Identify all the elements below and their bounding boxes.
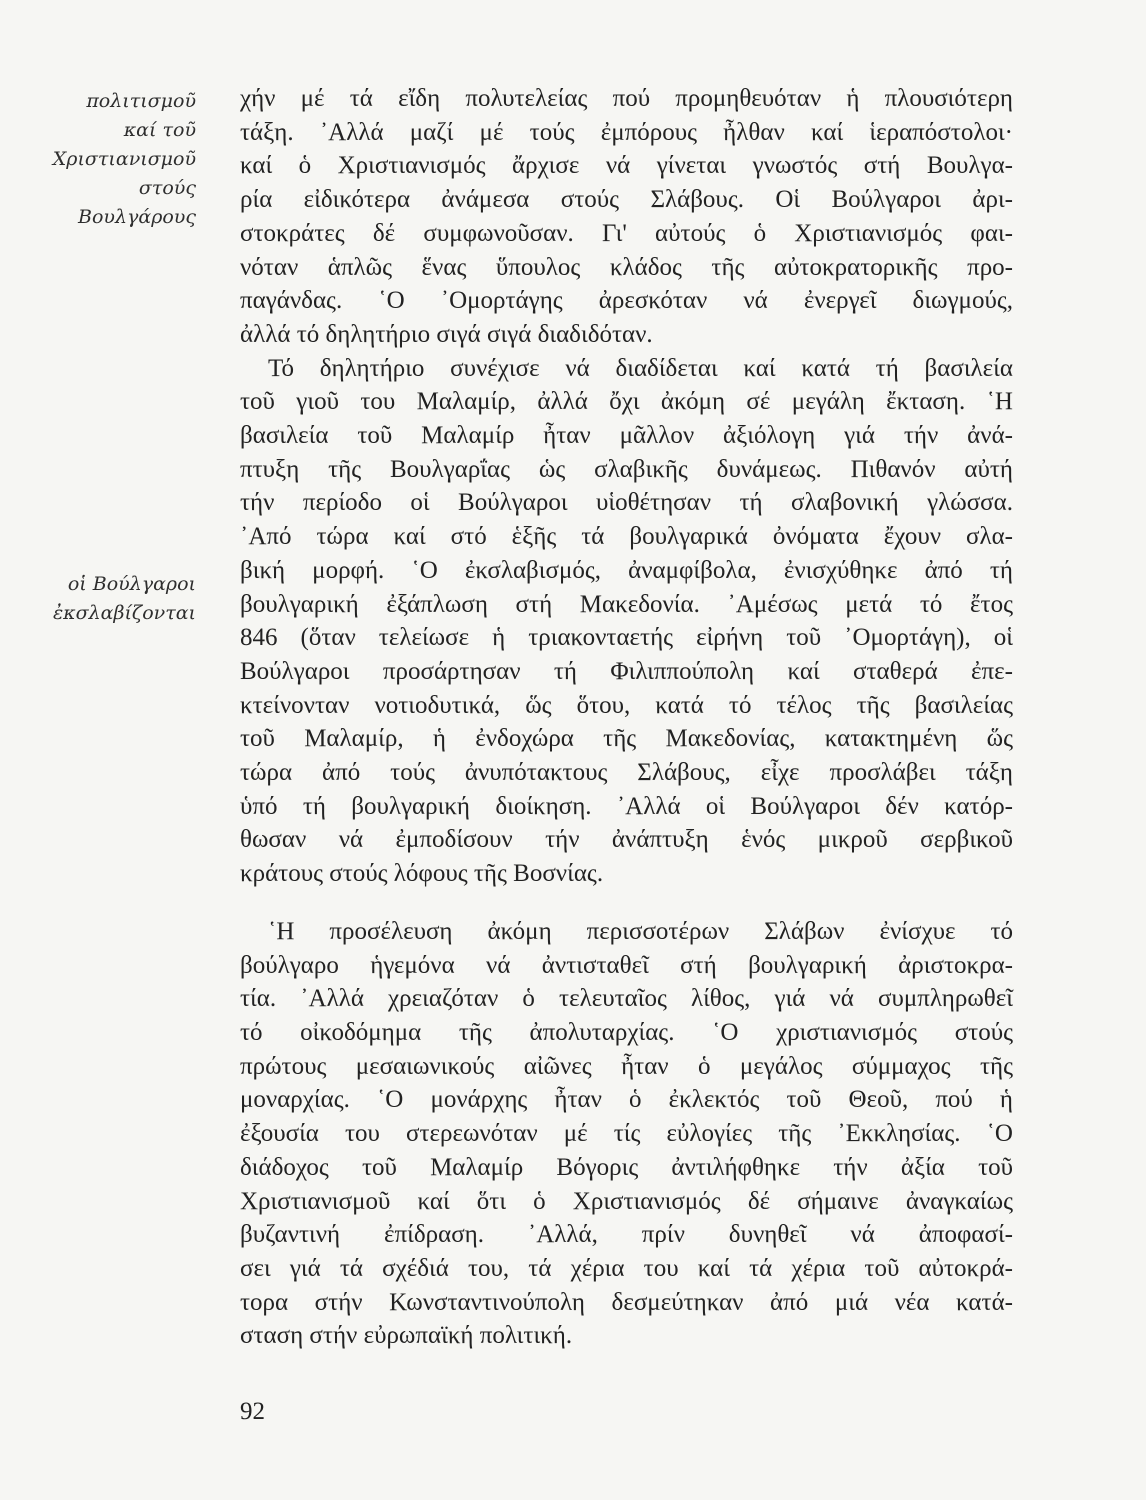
text-line: τοῦ γιοῦ του Μαλαμίρ, ἀλλά ὄχι ἀκόμη σέ μεγάλη ἔκταση. ῾Η	[240, 388, 1013, 416]
text-line: τία. ᾿Αλλά χρειαζόταν ὁ τελευταῖος λίθος, γιά νά συμπληρωθεῖ	[240, 985, 1013, 1013]
body-text	[240, 82, 1013, 1353]
text-line: ἀλλά τό δηλητήριο σιγά σιγά διαδιδόταν.	[240, 320, 653, 348]
text-line: βική μορφή. ῾Ο ἐκσλαβισμός, ἀναμφίβολα, ἐνισχύθηκε ἀπό τή	[240, 556, 1013, 584]
text-line: Χριστιανισμοῦ καί ὅτι ὁ Χριστιανισμός δέ σήμαινε ἀναγκαίως	[240, 1187, 1013, 1215]
text-line: κτείνονταν νοτιοδυτικά, ὥς ὅτου, κατά τό τέλος τῆς βασιλείας	[240, 691, 1013, 719]
text-line: Τό δηλητήριο συνέχισε νά διαδίδεται καί κατά τή βασιλεία	[268, 354, 1013, 382]
text-line: Βούλγαροι προσάρτησαν τή Φιλιππούπολη καί σταθερά ἐπε-	[240, 657, 1013, 685]
text-line: ῾Η προσέλευση ἀκόμη περισσοτέρων Σλάβων ἐνίσχυε τό	[268, 917, 1013, 945]
text-line: τάξη. ᾿Αλλά μαζί μέ τούς ἐμπόρους ἦλθαν καί ἱεραπόστολοι·	[240, 118, 1013, 146]
paragraph	[240, 82, 1013, 352]
margin-note-line: καί τοῦ	[123, 119, 196, 141]
margin-note-line: Χριστιανισμοῦ	[52, 148, 196, 170]
text-line: πτυξη τῆς Βουλγαρΐας ὡς σλαβικῆς δυνάμεως. Πιθανόν αὐτή	[240, 455, 1013, 483]
margin-note-line: ἐκσλαβίζονται	[52, 602, 196, 624]
margin-note-line: Βουλγάρους	[78, 206, 196, 228]
text-line: παγάνδας. ῾Ο ᾿Ομορτάγης ἀρεσκόταν νά ἐνεργεῖ διωγμούς,	[240, 287, 1013, 315]
text-line: στοκράτες δέ συμφωνοῦσαν. Γι' αὐτούς ὁ Χριστιανισμός φαι-	[240, 219, 1013, 247]
text-line: θωσαν νά ἐμποδίσουν τήν ἀνάπτυξη ἑνός μικροῦ σερβικοῦ	[240, 826, 1013, 854]
text-line: πρώτους μεσαιωνικούς αἰῶνες ἦταν ὁ μεγάλος σύμμαχος τῆς	[240, 1052, 1013, 1080]
text-line: τορα στήν Κωνσταντινούπολη δεσμεύτηκαν ἀπό μιά νέα κατά-	[240, 1288, 1013, 1316]
text-line: νόταν ἁπλῶς ἕνας ὕπουλος κλάδος τῆς αὐτοκρατορικῆς προ-	[240, 253, 1013, 281]
text-line: τώρα ἀπό τούς ἀνυπότακτους Σλάβους, εἶχε προσλάβει τάξη	[240, 759, 1013, 787]
text-line: σταση στήν εὐρωπαϊκή πολιτική.	[240, 1322, 573, 1350]
text-line: καί ὁ Χριστιανισμός ἄρχισε νά γίνεται γνωστός στή Βουλγα-	[240, 152, 1013, 180]
text-line: διάδοχος τοῦ Μαλαμίρ Βόγορις ἀντιλήφθηκε τήν ἀξία τοῦ	[240, 1153, 1013, 1181]
text-line: ὑπό τή βουλγαρική διοίκηση. ᾿Αλλά οἱ Βούλγαροι δέν κατόρ-	[240, 792, 1013, 820]
paragraph-gap	[240, 891, 1013, 915]
margin-note-line: οἱ Βούλγαροι	[67, 573, 196, 595]
text-line: βουλγαρική ἐξάπλωση στή Μακεδονία. ᾿Αμέσως μετά τό ἔτος	[240, 590, 1013, 618]
text-line: ᾿Από τώρα καί στό ἑξῆς τά βουλγαρικά ὀνόματα ἔχουν σλα-	[240, 523, 1013, 551]
text-line: 846 (ὅταν τελείωσε ἡ τριακονταετής εἰρήνη τοῦ ᾿Ομορτάγη), οἱ	[240, 624, 1013, 652]
text-line: τοῦ Μαλαμίρ, ἡ ἐνδοχώρα τῆς Μακεδονίας, κατακτημένη ὥς	[240, 725, 1013, 753]
paragraph	[240, 915, 1013, 1353]
text-line: ρία εἰδικότερα ἀνάμεσα στούς Σλάβους. Οἱ Βούλγαροι ἀρι-	[240, 186, 1013, 214]
text-line: σει γιά τά σχέδιά του, τά χέρια του καί τά χέρια τοῦ αὐτοκρά-	[240, 1254, 1013, 1282]
margin-note	[53, 87, 196, 232]
text-line: βασιλεία τοῦ Μαλαμίρ ἦταν μᾶλλον ἀξιόλογη γιά τήν ἀνά-	[240, 422, 1013, 450]
text-line: χήν μέ τά εἴδη πολυτελείας πού προμηθευόταν ἡ πλουσιότερη	[240, 85, 1013, 112]
margin-note-line: στούς	[138, 177, 196, 199]
text-line: τήν περίοδο οἱ Βούλγαροι υἱοθέτησαν τή σλαβονική γλώσσα.	[240, 489, 1013, 517]
paragraph	[240, 352, 1013, 891]
text-line: κράτους στούς λόφους τῆς Βοσνίας.	[240, 860, 604, 888]
text-line: βυζαντινή ἐπίδραση. ᾿Αλλά, πρίν δυνηθεῖ νά ἀποφασί-	[240, 1221, 1013, 1249]
margin-note	[53, 570, 196, 628]
margin-note-line: πολιτισμοῦ	[86, 90, 196, 112]
text-line: βούλγαρο ἡγεμόνα νά ἀντισταθεῖ στή βουλγαρική ἀριστοκρα-	[240, 951, 1013, 979]
text-line: ἐξουσία του στερεωνόταν μέ τίς εὐλογίες τῆς ᾿Εκκλησίας. ῾Ο	[240, 1120, 1013, 1148]
page-number: 92	[240, 1398, 265, 1425]
text-line: τό οἰκοδόμημα τῆς ἀπολυταρχίας. ῾Ο χριστιανισμός στούς	[240, 1018, 1013, 1046]
text-line: μοναρχίας. ῾Ο μονάρχης ἦταν ὁ ἐκλεκτός τοῦ Θεοῦ, πού ἡ	[240, 1086, 1013, 1114]
